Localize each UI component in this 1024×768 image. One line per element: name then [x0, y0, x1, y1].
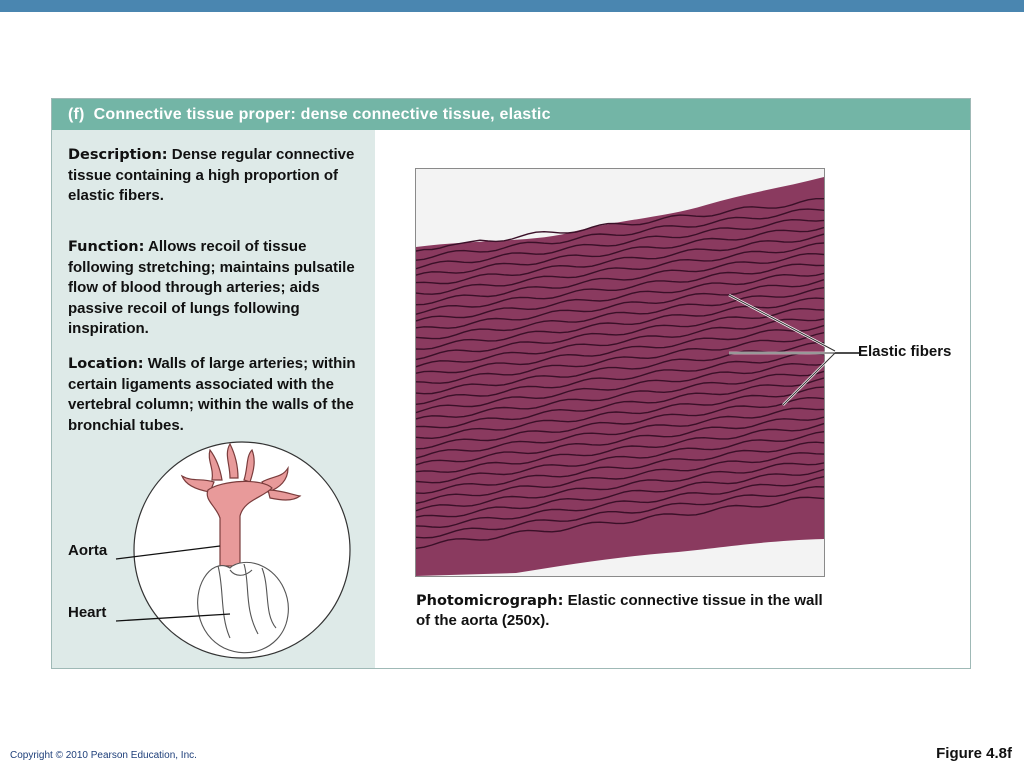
function-block [68, 237, 373, 340]
caption-label: Photomicrograph: [416, 593, 564, 609]
heart-label: Heart [68, 604, 107, 621]
location-block [68, 354, 373, 436]
description-text: Dense regular connective tissue containing a high proportion of elastic fibers. [68, 146, 355, 204]
location-label: Location: [68, 356, 144, 372]
description-label: Description: [68, 147, 168, 163]
top-accent-bar [0, 0, 1024, 12]
heart-aorta-diagram [112, 438, 352, 663]
location-text: Walls of large arteries; within certain ligaments associated with the vertebral column; within the walls of the bronchial tubes. [68, 355, 356, 434]
info-column [52, 130, 375, 668]
function-text: Allows recoil of tissue following stretching; maintains pulsatile flow of blood through arteries; aids passive recoil of lungs following inspiration. [68, 238, 355, 337]
description-block [68, 145, 373, 207]
aorta-label: Aorta [68, 542, 108, 559]
fiber-pointer-lines [725, 289, 865, 409]
panel-tag: (f) [68, 106, 85, 123]
figure-panel [51, 98, 971, 669]
panel-title: Connective tissue proper: dense connective tissue, elastic [93, 106, 551, 123]
caption-text: Elastic connective tissue in the wall of the aorta (250x). [416, 592, 823, 629]
function-label: Function: [68, 239, 145, 255]
panel-header [52, 99, 970, 130]
figure-number: Figure 4.8f [936, 745, 1012, 762]
heart-shape [198, 562, 289, 652]
copyright-notice: Copyright © 2010 Pearson Education, Inc. [10, 750, 197, 761]
micrograph-caption [416, 591, 836, 631]
elastic-fibers-label: Elastic fibers [858, 343, 952, 360]
